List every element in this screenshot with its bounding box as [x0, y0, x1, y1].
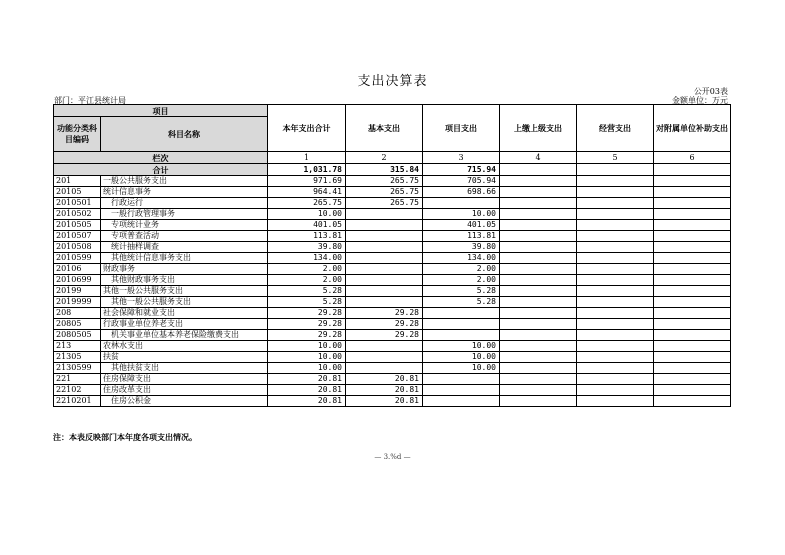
row-project: 10.00 — [423, 363, 500, 374]
row-upper — [500, 286, 577, 297]
row-subsidy — [654, 374, 731, 385]
row-total: 10.00 — [268, 352, 346, 363]
row-project: 5.28 — [423, 297, 500, 308]
row-upper — [500, 275, 577, 286]
table-row — [54, 363, 731, 374]
row-business — [577, 187, 654, 198]
row-code: 213 — [54, 341, 101, 352]
row-business — [577, 264, 654, 275]
unit-label: 金额单位：万元 — [672, 96, 728, 105]
row-name: 其他统计信息事务支出 — [101, 253, 268, 264]
row-name: 其他财政事务支出 — [101, 275, 268, 286]
row-subsidy — [654, 385, 731, 396]
row-name: 住房保障支出 — [101, 374, 268, 385]
row-business — [577, 220, 654, 231]
row-business — [577, 209, 654, 220]
row-code: 208 — [54, 308, 101, 319]
row-code: 20105 — [54, 187, 101, 198]
sum-business — [577, 164, 654, 176]
row-business — [577, 341, 654, 352]
row-basic: 265.75 — [346, 187, 423, 198]
row-subsidy — [654, 352, 731, 363]
row-code: 201 — [54, 176, 101, 187]
row-project: 39.80 — [423, 242, 500, 253]
row-subsidy — [654, 286, 731, 297]
header-project: 项目支出 — [423, 105, 500, 152]
row-total: 134.00 — [268, 253, 346, 264]
row-name: 专项普查活动 — [101, 231, 268, 242]
row-subsidy — [654, 187, 731, 198]
header-business: 经营支出 — [577, 105, 654, 152]
row-code: 2210201 — [54, 396, 101, 407]
row-name: 财政事务 — [101, 264, 268, 275]
row-basic — [346, 352, 423, 363]
table-row — [54, 264, 731, 275]
header-basic: 基本支出 — [346, 105, 423, 152]
row-upper — [500, 341, 577, 352]
table-body — [54, 176, 731, 407]
row-upper — [500, 264, 577, 275]
header-item: 项目 — [54, 105, 268, 117]
row-total: 29.28 — [268, 330, 346, 341]
table-row — [54, 297, 731, 308]
col-number: 2 — [346, 152, 423, 164]
row-total: 5.28 — [268, 297, 346, 308]
col-number: 5 — [577, 152, 654, 164]
row-project: 2.00 — [423, 275, 500, 286]
page-title: 支出决算表 — [357, 74, 428, 89]
row-name: 一般公共服务支出 — [101, 176, 268, 187]
row-basic: 20.81 — [346, 396, 423, 407]
row-code: 2010505 — [54, 220, 101, 231]
row-business — [577, 352, 654, 363]
row-subsidy — [654, 297, 731, 308]
row-basic — [346, 286, 423, 297]
row-upper — [500, 297, 577, 308]
row-business — [577, 198, 654, 209]
table-row — [54, 374, 731, 385]
row-upper — [500, 242, 577, 253]
row-total: 971.69 — [268, 176, 346, 187]
row-upper — [500, 187, 577, 198]
row-project: 10.00 — [423, 352, 500, 363]
row-total: 39.80 — [268, 242, 346, 253]
row-code: 2010699 — [54, 275, 101, 286]
col-number: 3 — [423, 152, 500, 164]
row-upper — [500, 231, 577, 242]
row-name: 机关事业单位基本养老保险缴费支出 — [101, 330, 268, 341]
row-total: 29.28 — [268, 308, 346, 319]
row-total: 29.28 — [268, 319, 346, 330]
row-project: 10.00 — [423, 341, 500, 352]
table-row — [54, 330, 731, 341]
row-subsidy — [654, 396, 731, 407]
table-row — [54, 176, 731, 187]
row-total: 10.00 — [268, 341, 346, 352]
row-basic — [346, 253, 423, 264]
row-business — [577, 330, 654, 341]
table-row — [54, 198, 731, 209]
row-subsidy — [654, 330, 731, 341]
table-row — [54, 396, 731, 407]
row-name: 农林水支出 — [101, 341, 268, 352]
table-row — [54, 220, 731, 231]
row-total: 2.00 — [268, 275, 346, 286]
row-subsidy — [654, 253, 731, 264]
row-upper — [500, 209, 577, 220]
row-project — [423, 385, 500, 396]
row-upper — [500, 319, 577, 330]
header-subsidy: 对附属单位补助支出 — [654, 105, 731, 152]
row-business — [577, 363, 654, 374]
row-code: 2010599 — [54, 253, 101, 264]
row-name: 其他扶贫支出 — [101, 363, 268, 374]
table-row — [54, 253, 731, 264]
row-subsidy — [654, 176, 731, 187]
row-business — [577, 297, 654, 308]
row-code: 20805 — [54, 319, 101, 330]
row-code: 2019999 — [54, 297, 101, 308]
row-total: 10.00 — [268, 363, 346, 374]
col-number: 1 — [268, 152, 346, 164]
row-basic — [346, 220, 423, 231]
row-name: 社会保障和就业支出 — [101, 308, 268, 319]
header-upper: 上缴上级支出 — [500, 105, 577, 152]
row-upper — [500, 352, 577, 363]
sum-project: 715.94 — [423, 164, 500, 176]
row-project: 10.00 — [423, 209, 500, 220]
col-number: 6 — [654, 152, 731, 164]
row-subsidy — [654, 341, 731, 352]
row-business — [577, 286, 654, 297]
sum-label: 合计 — [54, 164, 268, 176]
row-project: 2.00 — [423, 264, 500, 275]
row-business — [577, 319, 654, 330]
row-total: 20.81 — [268, 396, 346, 407]
table-row — [54, 385, 731, 396]
row-basic: 29.28 — [346, 330, 423, 341]
row-code: 2130599 — [54, 363, 101, 374]
sum-upper — [500, 164, 577, 176]
row-subsidy — [654, 242, 731, 253]
row-project: 5.28 — [423, 286, 500, 297]
row-total: 20.81 — [268, 374, 346, 385]
expenditure-table — [53, 104, 731, 407]
row-subsidy — [654, 319, 731, 330]
row-business — [577, 275, 654, 286]
row-business — [577, 242, 654, 253]
sum-subsidy — [654, 164, 731, 176]
row-basic: 20.81 — [346, 385, 423, 396]
row-upper — [500, 396, 577, 407]
row-project — [423, 308, 500, 319]
row-upper — [500, 253, 577, 264]
row-upper — [500, 198, 577, 209]
row-project — [423, 198, 500, 209]
row-subsidy — [654, 209, 731, 220]
row-name: 专项统计业务 — [101, 220, 268, 231]
row-project: 401.05 — [423, 220, 500, 231]
row-upper — [500, 308, 577, 319]
row-name: 统计抽样调查 — [101, 242, 268, 253]
header-subject-name: 科目名称 — [101, 117, 268, 152]
row-name: 扶贫 — [101, 352, 268, 363]
department-label: 部门：平江县统计局 — [54, 96, 126, 105]
row-basic: 20.81 — [346, 374, 423, 385]
row-name: 统计信息事务 — [101, 187, 268, 198]
row-code: 2010508 — [54, 242, 101, 253]
row-code: 2010502 — [54, 209, 101, 220]
row-subsidy — [654, 198, 731, 209]
row-total: 20.81 — [268, 385, 346, 396]
row-code: 221 — [54, 374, 101, 385]
row-business — [577, 396, 654, 407]
table-row — [54, 352, 731, 363]
row-subsidy — [654, 231, 731, 242]
header-total: 本年支出合计 — [268, 105, 346, 152]
col-number: 4 — [500, 152, 577, 164]
row-project: 698.66 — [423, 187, 500, 198]
row-name: 一般行政管理事务 — [101, 209, 268, 220]
row-upper — [500, 363, 577, 374]
row-upper — [500, 385, 577, 396]
row-project — [423, 374, 500, 385]
row-basic — [346, 341, 423, 352]
row-subsidy — [654, 275, 731, 286]
row-total: 10.00 — [268, 209, 346, 220]
row-name: 行政事业单位养老支出 — [101, 319, 268, 330]
row-code: 22102 — [54, 385, 101, 396]
row-basic — [346, 264, 423, 275]
row-name: 住房改革支出 — [101, 385, 268, 396]
row-business — [577, 231, 654, 242]
table-row — [54, 209, 731, 220]
table-row — [54, 231, 731, 242]
row-total: 113.81 — [268, 231, 346, 242]
row-total: 2.00 — [268, 264, 346, 275]
row-upper — [500, 374, 577, 385]
row-basic: 265.75 — [346, 176, 423, 187]
row-upper — [500, 220, 577, 231]
row-name: 其他一般公共服务支出 — [101, 297, 268, 308]
row-basic — [346, 297, 423, 308]
row-business — [577, 374, 654, 385]
row-subsidy — [654, 264, 731, 275]
row-total: 265.75 — [268, 198, 346, 209]
row-basic — [346, 275, 423, 286]
row-subsidy — [654, 308, 731, 319]
sum-basic: 315.84 — [346, 164, 423, 176]
table-row — [54, 242, 731, 253]
row-code: 20106 — [54, 264, 101, 275]
header-func-code: 功能分类科目编码 — [54, 117, 101, 152]
row-total: 401.05 — [268, 220, 346, 231]
row-basic — [346, 242, 423, 253]
row-name: 其他一般公共服务支出 — [101, 286, 268, 297]
row-subsidy — [654, 363, 731, 374]
row-total: 964.41 — [268, 187, 346, 198]
row-subsidy — [654, 220, 731, 231]
row-project — [423, 319, 500, 330]
row-basic — [346, 209, 423, 220]
row-upper — [500, 330, 577, 341]
table-row — [54, 187, 731, 198]
row-business — [577, 308, 654, 319]
row-basic: 29.28 — [346, 319, 423, 330]
table-row — [54, 286, 731, 297]
row-code: 2080505 — [54, 330, 101, 341]
row-basic: 29.28 — [346, 308, 423, 319]
row-project: 134.00 — [423, 253, 500, 264]
sum-total: 1,031.78 — [268, 164, 346, 176]
row-basic: 265.75 — [346, 198, 423, 209]
row-code: 21305 — [54, 352, 101, 363]
table-row — [54, 275, 731, 286]
row-name: 住房公积金 — [101, 396, 268, 407]
row-total: 5.28 — [268, 286, 346, 297]
row-upper — [500, 176, 577, 187]
row-basic — [346, 231, 423, 242]
table-row — [54, 341, 731, 352]
row-code: 20199 — [54, 286, 101, 297]
row-basic — [346, 363, 423, 374]
row-project — [423, 396, 500, 407]
table-row — [54, 319, 731, 330]
row-business — [577, 176, 654, 187]
row-code: 2010507 — [54, 231, 101, 242]
form-number: 公开03表 — [693, 87, 728, 96]
row-name: 行政运行 — [101, 198, 268, 209]
row-project — [423, 330, 500, 341]
row-project: 113.81 — [423, 231, 500, 242]
row-code: 2010501 — [54, 198, 101, 209]
table-row — [54, 308, 731, 319]
row-project: 705.94 — [423, 176, 500, 187]
header-col-index: 栏次 — [54, 152, 268, 164]
table-note: 注：本表反映部门本年度各项支出情况。 — [53, 432, 197, 442]
row-business — [577, 253, 654, 264]
row-business — [577, 385, 654, 396]
page-footer: — 3.%d — — [374, 453, 411, 461]
